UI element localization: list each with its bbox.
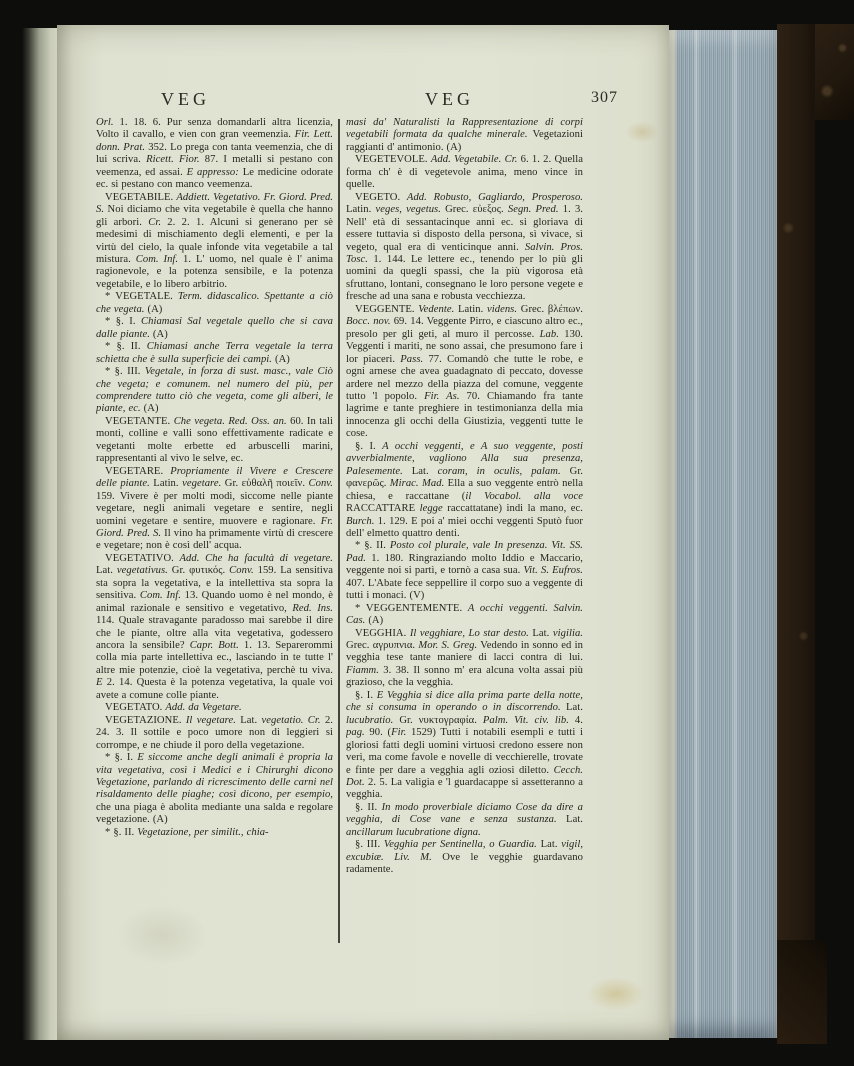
- text-run: Orl.: [96, 117, 114, 128]
- text-run: Che vegeta. Red. Oss. an.: [173, 415, 287, 427]
- text-run: 1. 18. 6. Pur senza domandarli altra licenzia, Volto il cavallo, e vien con gran veemenzia.: [96, 117, 333, 141]
- text-run: §. I.: [355, 689, 377, 701]
- text-run: 2. 24. 3. Il sottile e poco umore non di leggieri si corrompe, e ne chiude il poro della vegetazione.: [96, 714, 333, 751]
- column-rule: [338, 119, 340, 943]
- text-run: (A): [272, 353, 290, 365]
- text-run: Capr. Bott.: [189, 640, 239, 652]
- text-run: Vegetale, in forza di sust. masc., vale Ciò che vegeta; e comunem. nel numero del più, per comprendere tutto ciò che vegeta, come gli alberi, le piante, ec.: [96, 366, 333, 415]
- text-run: 13. Quando uomo è nel mondo, è animal razionale e sensitivo e vegetativo,: [96, 590, 333, 614]
- column-left: [96, 117, 333, 955]
- paragraph: [346, 117, 583, 154]
- paragraph: [96, 316, 333, 341]
- text-run: VEGETEVOLE.: [355, 154, 431, 166]
- text-run: Add. Robusto, Gagliardo, Prosperoso.: [406, 191, 583, 203]
- text-run: Conv.: [229, 565, 254, 577]
- paragraph: [346, 154, 583, 191]
- text-run: Pass.: [400, 353, 424, 365]
- paragraph: [346, 839, 583, 876]
- text-run: Fir. Lett. donn. Prat.: [96, 129, 333, 153]
- text-run: VEGETATO.: [105, 702, 166, 714]
- paragraph: [96, 466, 333, 553]
- text-run: 159. Vivere è per molti modi, siccome nelle piante vegetare, negli animali vegetare e sentire, negli uomini vegetare e sentire, muovere e ragionare.: [96, 490, 333, 527]
- paragraph: [96, 117, 333, 192]
- text-run: Gr. εὐθαλῆ ποιεῖν.: [221, 478, 309, 490]
- text-run: VEGETANTE.: [105, 415, 174, 427]
- text-run: 1529) Tutti i notabili esempli e tutti i gloriosi fatti degli uomini virtuosi credono essere non veri, ma come favole e novelle di vecchierelle, trovate e finte per dare a vegghia agli oziosi diletto.: [346, 727, 583, 776]
- text-run: Vedente.: [418, 303, 455, 315]
- paragraph: [96, 715, 333, 752]
- text-run: E siccome anche degli animali è propria la vita vegetativa, così i Medici e i Chirurghi dicono Vegetazione, parlando di ricrescimento delle carni nel risaldamento delle piaghe; così dicono, per esempio,: [96, 752, 333, 801]
- text-run: Ricett. Fior.: [146, 154, 200, 166]
- text-run: raccattatane) indi la mano, ec.: [442, 503, 583, 515]
- text-run: Bocc. nov.: [346, 316, 391, 328]
- paragraph: [96, 341, 333, 366]
- text-run: Vegghia per Sentinella, o Guardia.: [383, 839, 537, 851]
- text-run: Il vegetare.: [185, 714, 236, 726]
- text-run: coram, in oculis, palam.: [437, 465, 561, 477]
- text-run: §. I.: [355, 440, 383, 452]
- text-run: VEGGENTE.: [355, 303, 419, 315]
- text-run: §. III.: [355, 839, 384, 851]
- text-run: Fir. As.: [424, 390, 460, 402]
- text-run: Grec. αγρυπνια.: [346, 640, 419, 652]
- paragraph: [96, 366, 333, 416]
- text-run: (A): [140, 403, 159, 415]
- text-run: 3. 38. Il sonno m' era alcuna volta assai più grazioso, che la vegghia.: [346, 664, 583, 689]
- text-run: Lat.: [556, 814, 583, 826]
- text-run: pag.: [346, 727, 365, 739]
- text-run: Le medicine odorate ec. si pestano con manco veemenza.: [96, 166, 333, 191]
- text-run: RACCATTARE: [346, 503, 420, 515]
- text-run: che una piaga è abolita mediante una salda e regolare vegetazione. (A): [96, 801, 333, 826]
- text-run: Propriamente il Vivere e Crescere delle piante.: [96, 465, 333, 490]
- text-run: * §. I.: [105, 752, 138, 764]
- text-run: VEGETAZIONE.: [105, 714, 186, 726]
- text-run: Fr. Giord. Pred. S.: [96, 515, 333, 539]
- text-run: Grec. εὐεξος.: [440, 204, 508, 216]
- text-run: vegetare.: [182, 478, 222, 490]
- text-run: Cr.: [148, 216, 162, 228]
- text-run: Add. Vegetabile. Cr.: [430, 154, 518, 166]
- text-run: Add. Che ha facultà di vegetare.: [179, 552, 333, 564]
- text-run: VEGETABILE.: [105, 191, 177, 203]
- text-run: 407. L'Abate fece seppellire il corpo suo a veggente di tutti i monaci. (V): [346, 577, 583, 602]
- text-run: 1. L' uomo, nel quale è l' anima ragionevole, e la potenza sensibile, e la potenza vegetabile, e lo libero arbitrio.: [96, 253, 333, 290]
- text-run: 130. Veggenti i mariti, ne sono assai, che presumono fare i lor piaceri.: [346, 328, 583, 365]
- paragraph: [346, 802, 583, 839]
- text-run: (A): [365, 615, 384, 627]
- text-run: VEGETATIVO.: [105, 552, 180, 564]
- text-run: Il vino ha primamente virtù di crescere e vegetare; non è così dell' acqua.: [96, 527, 333, 552]
- text-run: Lat.: [402, 465, 438, 477]
- text-run: Posto col plurale, vale In presenza. Vit. SS. Pad.: [346, 540, 583, 564]
- book-cover-corner-bottom: [777, 940, 827, 1044]
- text-run: il Vocabol. alla voce: [465, 490, 583, 502]
- text-run: vegetatio. Cr.: [261, 714, 321, 726]
- paragraph: [346, 540, 583, 602]
- text-run: vegetativus.: [116, 565, 168, 577]
- column-right: [346, 117, 583, 955]
- paragraph: [96, 416, 333, 466]
- text-run: Vegetazione, per similit., chia-: [137, 826, 269, 838]
- text-run: Mirac. Mad.: [389, 478, 445, 490]
- text-run: E appresso:: [186, 166, 239, 178]
- running-head-left: VEG: [161, 89, 210, 109]
- text-run: Lab.: [539, 328, 559, 340]
- text-run: Latin.: [149, 478, 183, 490]
- text-run: 90. (: [364, 727, 392, 739]
- text-run: 352. Lo prega con tanta veemenzia, che di lui scriva.: [96, 141, 333, 166]
- text-run: Fir.: [391, 727, 407, 739]
- text-run: 1. 3. Nell' età di sessantacinque anni ec. si gloriava di essere tuttavia sì disposto della persona, sì vivace, sì vegeto, qual era di venticinque anni.: [346, 204, 583, 253]
- text-run: VEGGHIA.: [355, 627, 410, 639]
- text-run: Fiamm.: [346, 664, 379, 676]
- paragraph: [346, 304, 583, 441]
- text-run: VEGETARE.: [105, 465, 171, 477]
- text-run: Noi diciamo che vita vegetabile è quella che hanno gli arbori.: [96, 204, 333, 228]
- text-run: Chiamasi Sal vegetale quello che si cava dalle piante.: [96, 316, 333, 340]
- text-run: * §. II.: [105, 826, 138, 838]
- text-run: * VEGETALE.: [105, 291, 178, 303]
- text-run: Conv.: [308, 478, 333, 490]
- text-run: * VEGGENTEMENTE.: [355, 602, 468, 614]
- text-run: VEGETO.: [355, 191, 407, 203]
- paragraph: [96, 291, 333, 316]
- text-run: lucubratio.: [346, 714, 394, 726]
- paragraph: [346, 603, 583, 628]
- paragraph: [96, 752, 333, 827]
- text-run: Salvin. Pros. Tosc.: [346, 241, 583, 265]
- text-run: Com. Inf.: [135, 253, 179, 265]
- text-run: Cecch. Dot.: [346, 764, 583, 789]
- text-run: * §. II.: [355, 540, 390, 552]
- text-run: (A): [144, 303, 163, 315]
- text-run: 1. 144. Le lettere ec., tenendo per lo più gli uomini da quegli spassi, che la più vigorosa età sfruttano, lontani, consegnano le loro persone vegete e fresche ad una sana e robusta vecchiezza.: [346, 253, 583, 303]
- text-run: §. II.: [355, 801, 382, 813]
- text-run: masi da' Naturalisti la Rappresentazione di corpi vegetabili formata da qualche minerale.: [346, 117, 583, 141]
- text-run: 1. 180. Ringraziando molto Iddio e Maccario, veggente noi si partì, e tornò a casa sua.: [346, 552, 583, 577]
- book-page: [57, 25, 669, 1040]
- text-run: 2. 14. Questa è la potenza vegetativa, la quale voi avete a comune colle piante.: [96, 677, 333, 701]
- text-run: Vedendo in sonno ed in vegghia tese tante maniere di lacci contra di lui.: [346, 640, 583, 664]
- text-columns: [96, 117, 583, 957]
- text-run: 69. 14. Veggente Pirro, e ciascuno altro ec., presolo per gli geti, al muro il percosse.: [346, 316, 583, 340]
- text-run: 1. 129. E poi a' miei occhi veggenti Sputò fuor dell' elmetto quattro denti.: [346, 515, 583, 539]
- paragraph: [346, 690, 583, 802]
- text-run: veges, vegetus.: [375, 204, 441, 216]
- book-cover-edge: [777, 24, 815, 1044]
- text-run: Ella a suo veggente entrò nella chiesa, e raccattane (: [346, 478, 583, 502]
- text-run: Gr. φανερῶς.: [346, 465, 583, 490]
- paragraph: [96, 827, 333, 839]
- text-run: 77. Comandò che tutte le robe, e ogni arnese che avea guadagnato di peccato, dovesse ardere nel mezzo della piazza del comune, veggente tutto 'l popolo.: [346, 353, 583, 402]
- paragraph: [96, 192, 333, 292]
- text-run: Lat.: [235, 714, 262, 726]
- text-run: 159. La sensitiva sta sopra la vegetativa, e la intellettiva sta sopra la sensitiva.: [96, 565, 333, 602]
- text-run: Latin.: [454, 303, 487, 315]
- text-run: Segn. Pred.: [507, 204, 559, 216]
- text-run: Gr. νυκτογραφία.: [393, 714, 483, 726]
- text-run: vigilia.: [552, 627, 583, 639]
- text-run: A occhi veggenti, e A suo veggente, posti avverbialmente, vagliono Alla sua presenza, Palesemente.: [346, 440, 583, 477]
- paper-stain: [587, 977, 645, 1011]
- text-run: Vegetazioni raggianti d' antimonio. (A): [346, 129, 583, 153]
- text-run: Com. Inf.: [139, 590, 181, 602]
- text-run: Lat.: [560, 702, 583, 714]
- paragraph: [346, 441, 583, 541]
- text-run: 114. Quale stravagante paradosso mai sarebbe il dire che le piante, oltre alla vita vegetativa, godessero ancora la sensibile?: [96, 615, 333, 652]
- text-run: Mor. S. Greg.: [418, 640, 478, 652]
- text-run: 4.: [568, 714, 583, 726]
- text-run: Gr. φυτικός.: [167, 565, 230, 577]
- text-run: 1. 13. Separerommi colla mia parte intellettiva ec., lasciando in te tutte l' altre mie potenzie, cioè la vegetativa, perchè tu viva.: [96, 640, 333, 676]
- text-run: Term. didascalico. Spettante a ciò che vegeta.: [96, 291, 333, 315]
- paragraph: [96, 702, 333, 714]
- left-page-edge: [22, 28, 60, 1040]
- text-run: Lat.: [536, 839, 562, 851]
- text-run: Burch.: [346, 515, 375, 527]
- text-run: E: [96, 677, 103, 689]
- text-run: Addiett. Vegetativo. Fr. Giord. Pred. S.: [96, 191, 333, 216]
- text-run: Lat.: [96, 565, 117, 577]
- text-run: A occhi veggenti. Salvin. Cas.: [346, 602, 583, 627]
- text-run: videns.: [486, 303, 518, 315]
- text-run: * §. III.: [105, 366, 145, 378]
- text-run: Latin.: [346, 204, 376, 216]
- running-head-right: VEG: [425, 89, 474, 109]
- text-run: Red. Ins.: [292, 602, 333, 614]
- paragraph: [346, 192, 583, 304]
- paragraph: [346, 628, 583, 690]
- text-run: In modo proverbiale diciamo Cose da dire a vegghia, di Cose vane e senza sustanza.: [346, 801, 583, 826]
- text-run: (A): [149, 328, 168, 340]
- text-run: 60. In tali monti, colline e valli sono effettivamente radicate e vegetanti molte erbette ed arbuscelli marini, rappresentanti al vivo le selve, ec.: [96, 415, 333, 465]
- page-number: 307: [591, 89, 618, 106]
- paragraph: [96, 553, 333, 702]
- text-run: * §. II.: [105, 341, 147, 353]
- text-run: Il vegghiare, Lo star desto.: [409, 627, 529, 639]
- text-run: 2. 5. La valigia e 'l guardacappe si assetteranno a vegghia.: [346, 777, 583, 801]
- text-run: Chiamasi anche Terra vegetale la terra schietta che è sulla superficie dei campi.: [96, 341, 333, 365]
- text-run: 2. 2. 1. Alcuni si generano per sè medesimi di mischiamento degli elementi, e per la virtù del cielo, la quale infonde vita vegetabile a tal mistura.: [96, 216, 333, 265]
- text-run: * §. I.: [105, 316, 141, 328]
- paper-stain: [625, 121, 659, 143]
- text-run: vigil, excubiæ. Liv. M.: [346, 839, 583, 863]
- text-run: 6. 1. 2. Quella forma ch' è di vegetevole anima, meno vince in quelle.: [346, 154, 583, 191]
- text-run: Vit. S. Eufros.: [523, 565, 583, 577]
- text-run: ancillarum lucubratione digna.: [346, 826, 481, 838]
- text-run: legge: [419, 503, 443, 515]
- text-run: Ove le vegghie guardavano radamente.: [346, 851, 583, 876]
- text-run: Lat.: [528, 627, 553, 639]
- text-run: Grec. βλέπων.: [517, 303, 583, 315]
- text-run: E Vegghia si dice alla prima parte della notte, che si consuma in operando o in discorrendo.: [346, 689, 583, 714]
- text-run: Add. da Vegetare.: [165, 702, 242, 714]
- text-run: 87. I metalli si pestano con veemenza, ed assai.: [96, 154, 333, 178]
- fore-edge-pages: [669, 30, 777, 1038]
- text-run: 70. Chiamando fra tante lagrime e tante preghiere in testimonianza della mia innocenza gli occhi della Giustizia, veggenti tutte le cose.: [346, 390, 583, 440]
- text-run: Palm. Vit. civ. lib.: [482, 714, 569, 726]
